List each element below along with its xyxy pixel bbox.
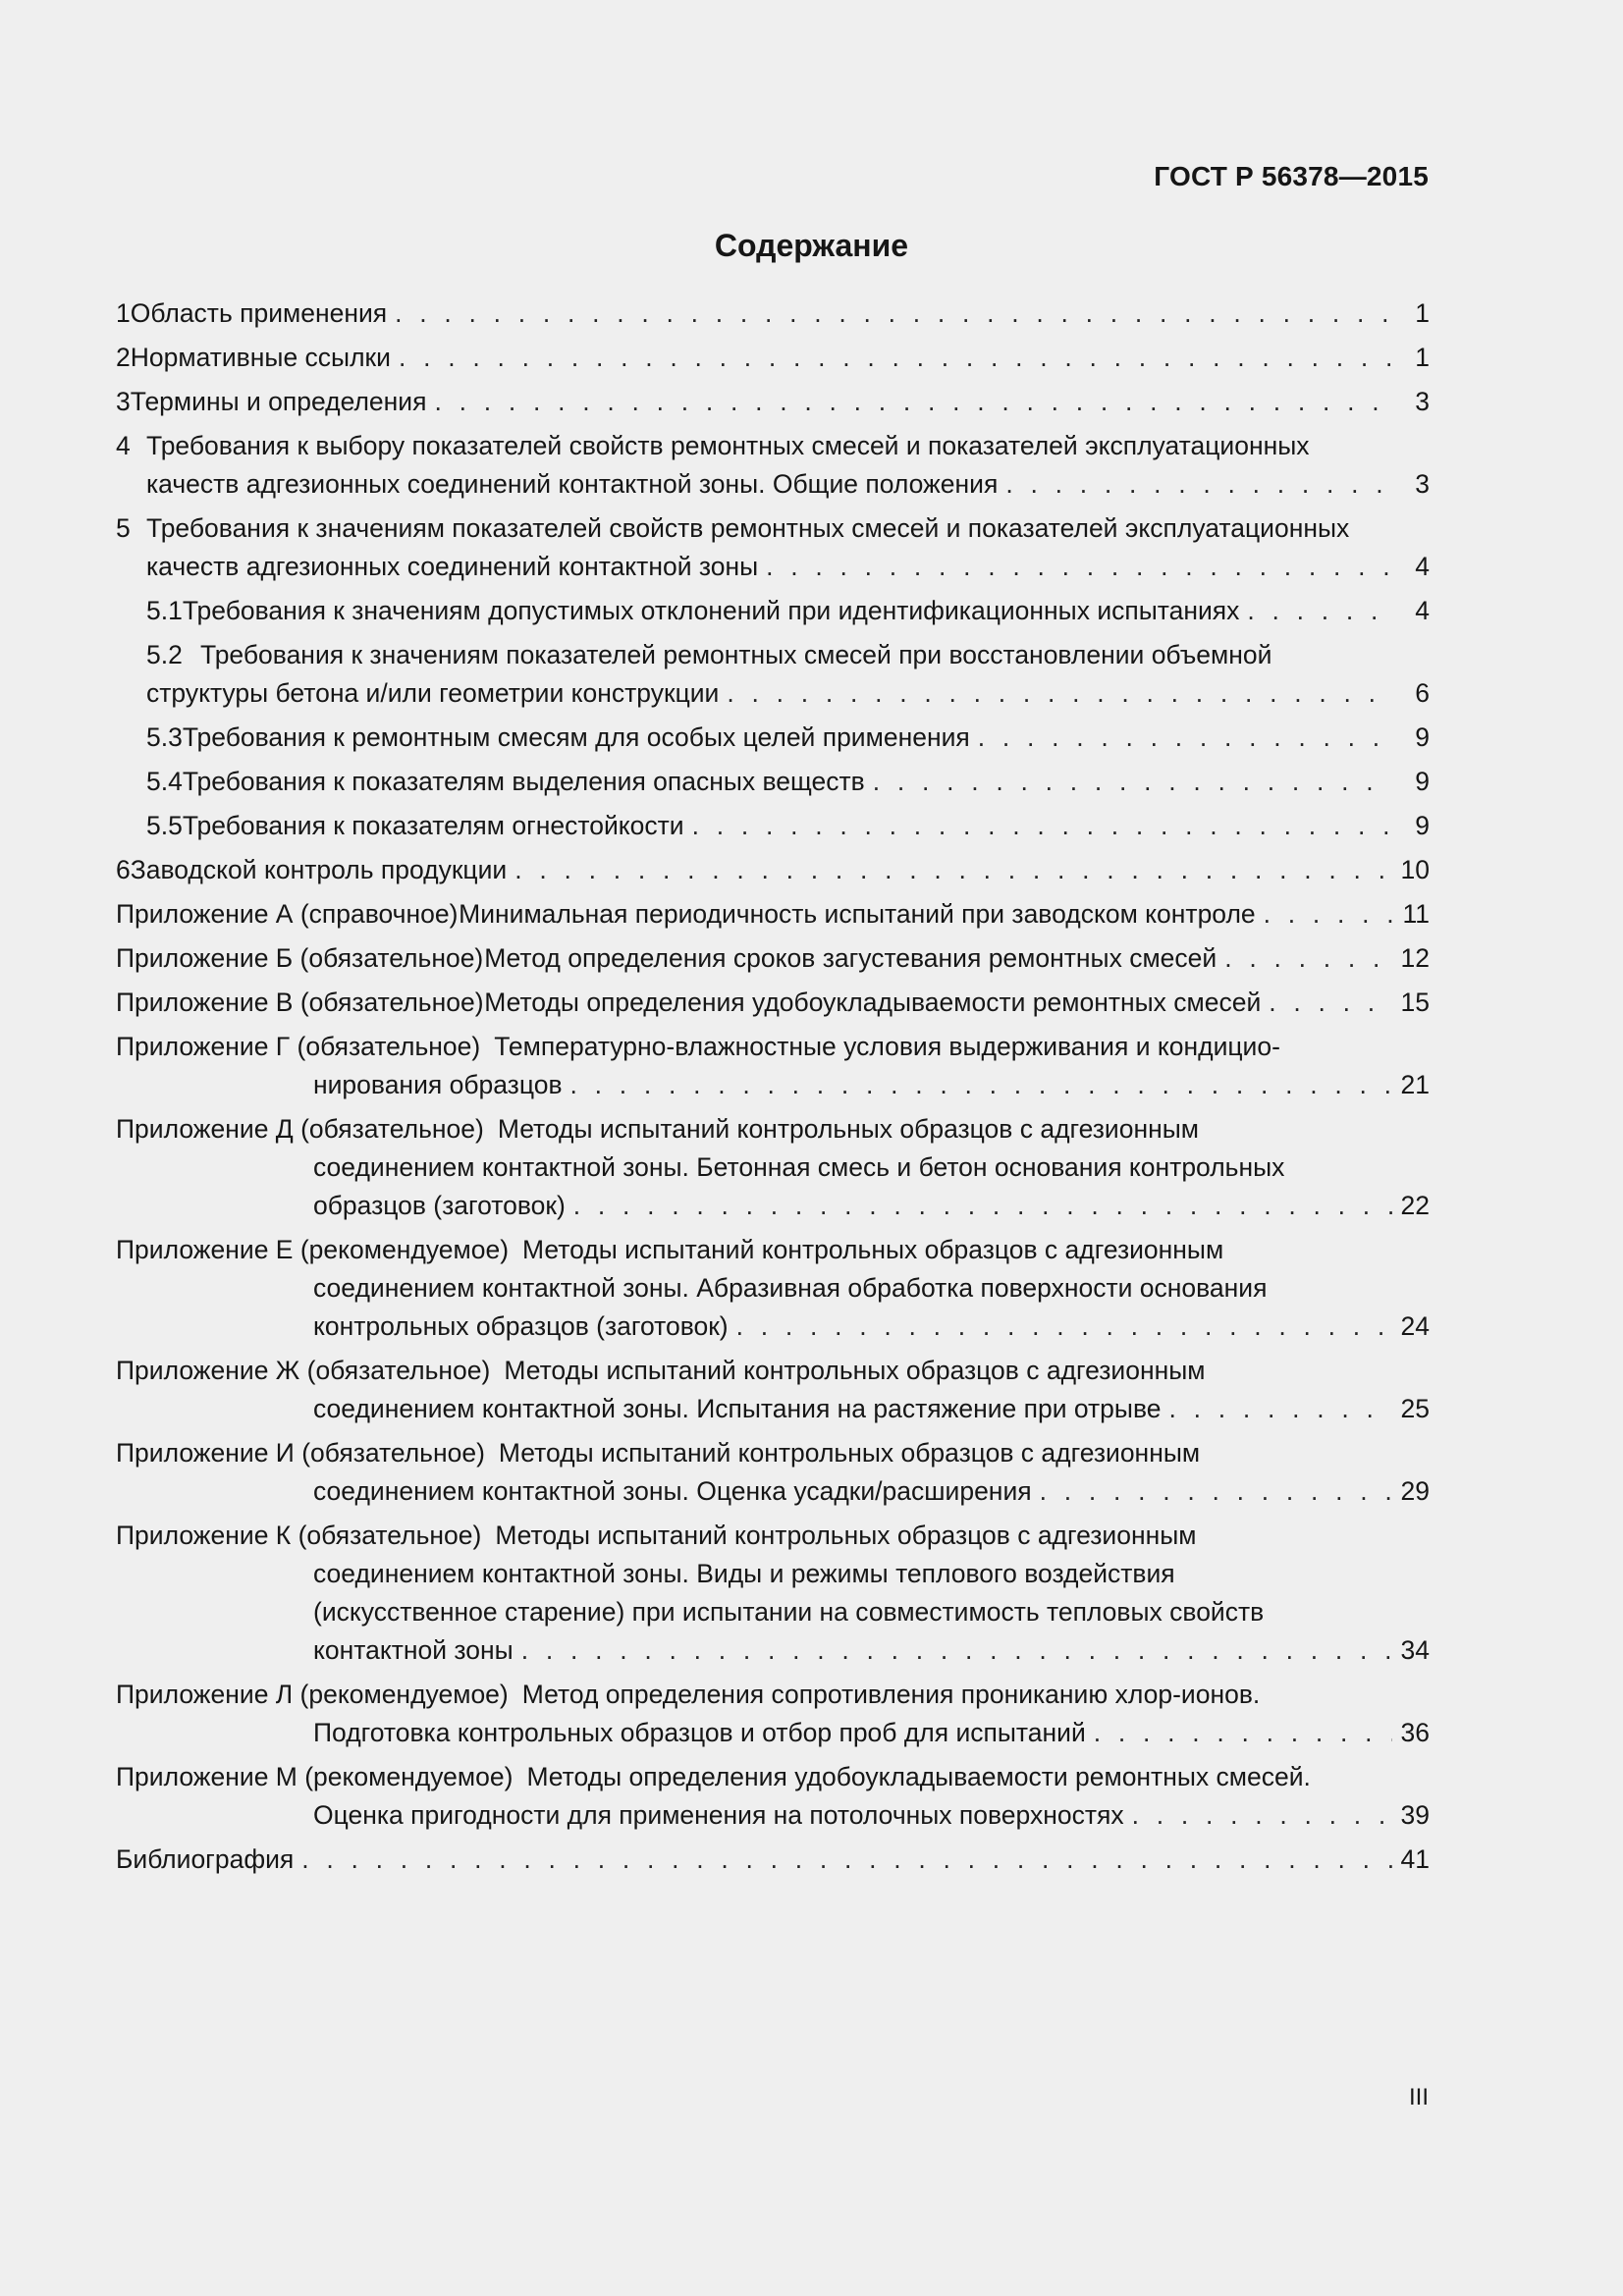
toc-entry-line: [116, 1110, 1430, 1148]
toc-entry[interactable]: [116, 719, 1430, 757]
document-code: ГОСТ Р 56378—2015: [1154, 161, 1429, 191]
toc-entry-text: Оценка пригодности для применения на потолочных поверхностях: [313, 1800, 1124, 1830]
dot-leader: [395, 294, 1392, 333]
dot-leader: [978, 719, 1392, 757]
toc-page-number: 6: [1415, 678, 1430, 708]
toc-page-number: 36: [1400, 1718, 1430, 1747]
toc-entry-text: соединением контактной зоны. Бетонная смесь и бетон основания контрольных: [313, 1152, 1285, 1182]
toc-page-number: 9: [1415, 767, 1430, 796]
toc-entry-text: Методы определения удобоукладываемости ремонтных смесей.: [526, 1762, 1311, 1791]
toc-entry-line: [116, 1148, 1430, 1187]
toc-page-number: 25: [1400, 1394, 1430, 1423]
toc-entry-text: Метод определения сопротивления прониканию хлор-ионов.: [521, 1680, 1261, 1709]
toc-entry-text: контрольных образцов (заготовок): [313, 1311, 729, 1341]
toc-entry-line: [116, 939, 1430, 978]
toc-entry-text: образцов (заготовок): [313, 1191, 566, 1220]
toc-entry-text: Требования к значениям допустимых отклонений при идентификационных испытаниях: [182, 596, 1240, 625]
dot-leader: [1264, 895, 1392, 934]
toc-page-number: 29: [1400, 1476, 1430, 1506]
toc-entry-line: [116, 1269, 1430, 1308]
toc-entry-text: Методы испытаний контрольных образцов с адгезионным: [498, 1438, 1201, 1468]
toc-entry-line: [116, 1472, 1430, 1511]
table-of-contents: [116, 294, 1430, 1879]
toc-page-number: 34: [1400, 1635, 1430, 1665]
toc-entry-line: [116, 1593, 1430, 1631]
toc-entry-label: Приложение Е (рекомендуемое): [116, 1235, 510, 1264]
toc-entry-text: Методы определения удобоукладываемости ремонтных смесей: [484, 988, 1262, 1017]
toc-entry-label: Приложение И (обязательное): [116, 1438, 485, 1468]
toc-page-number: 1: [1415, 343, 1430, 372]
dot-leader: [1040, 1472, 1392, 1511]
toc-page-number: 3: [1415, 387, 1430, 416]
toc-entry[interactable]: [116, 294, 1430, 333]
toc-entry-label: Приложение А (справочное): [116, 899, 459, 929]
toc-page-number: 9: [1415, 811, 1430, 840]
toc-entry-label: Приложение М (рекомендуемое): [116, 1762, 514, 1791]
toc-entry-line: [116, 1517, 1430, 1555]
toc-entry-line: [116, 1028, 1430, 1066]
toc-entry-line: [116, 427, 1430, 465]
toc-entry-text: Подготовка контрольных образцов и отбор проб для испытаний: [313, 1718, 1086, 1747]
dot-leader: [766, 548, 1392, 586]
toc-entry-text: соединением контактной зоны. Виды и режимы теплового воздействия: [313, 1559, 1175, 1588]
toc-entry-text: соединением контактной зоны. Абразивная обработка поверхности основания: [313, 1273, 1268, 1303]
toc-entry-label: Приложение Г (обязательное): [116, 1032, 481, 1061]
toc-entry-text: качеств адгезионных соединений контактной зоны: [146, 552, 759, 581]
toc-entry-text: Минимальная периодичность испытаний при заводском контроле: [459, 899, 1256, 929]
toc-entry[interactable]: [116, 1434, 1430, 1511]
toc-entry-line: [116, 674, 1430, 713]
dot-leader: [434, 383, 1392, 421]
toc-entry-number: 5.2: [146, 640, 183, 669]
toc-page-number: 10: [1400, 855, 1430, 884]
toc-entry-line: [116, 592, 1430, 630]
toc-entry-label: Приложение К (обязательное): [116, 1521, 482, 1550]
toc-entry-text: Требования к показателям огнестойкости: [182, 811, 684, 840]
dot-leader: [1132, 1796, 1392, 1835]
toc-entry-line: [116, 895, 1430, 934]
toc-entry-number: 2: [116, 343, 131, 372]
toc-entry[interactable]: [116, 1028, 1430, 1104]
toc-entry-line: [116, 1676, 1430, 1714]
dot-leader: [521, 1631, 1392, 1670]
toc-entry-line: [116, 1631, 1430, 1670]
dot-leader: [692, 807, 1392, 845]
toc-entry-text: (искусственное старение) при испытании на совместимость тепловых свойств: [313, 1597, 1265, 1627]
toc-page-number: 11: [1402, 899, 1430, 929]
toc-entry-line: [116, 807, 1430, 845]
toc-entry[interactable]: [116, 339, 1430, 377]
toc-entry-line: [116, 1796, 1430, 1835]
toc-entry[interactable]: [116, 763, 1430, 801]
dot-leader: [1247, 592, 1392, 630]
dot-leader: [1094, 1714, 1392, 1752]
dot-leader: [736, 1308, 1392, 1346]
toc-entry-text: соединением контактной зоны. Оценка усадки/расширения: [313, 1476, 1032, 1506]
toc-page-number: 21: [1400, 1070, 1430, 1099]
toc-entry-text: Методы испытаний контрольных образцов с адгезионным: [522, 1235, 1224, 1264]
toc-entry-line: [116, 763, 1430, 801]
toc-entry[interactable]: [116, 1758, 1430, 1835]
toc-entry-line: [116, 465, 1430, 504]
toc-entry-text: Требования к ремонтным смесям для особых целей применения: [182, 722, 970, 752]
toc-entry[interactable]: [116, 984, 1430, 1022]
toc-entry-text: Заводской контроль продукции: [130, 855, 508, 884]
toc-entry-line: [116, 1434, 1430, 1472]
toc-entry-line: [116, 851, 1430, 889]
toc-entry[interactable]: [116, 592, 1430, 630]
toc-entry-text: соединением контактной зоны. Испытания на растяжение при отрыве: [313, 1394, 1162, 1423]
toc-entry-number: 1: [116, 298, 131, 328]
toc-entry-text: структуры бетона и/или геометрии конструкции: [146, 678, 720, 708]
toc-entry-text: Требования к значениям показателей ремонтных смесей при восстановлении объемной: [200, 640, 1272, 669]
toc-page-number: 39: [1400, 1800, 1430, 1830]
toc-page-number: 12: [1400, 943, 1430, 973]
toc-entry[interactable]: [116, 807, 1430, 845]
dot-leader: [727, 674, 1392, 713]
toc-page-number: 4: [1415, 552, 1430, 581]
toc-entry-number: 5.5: [146, 811, 183, 840]
toc-entry-line: [116, 1390, 1430, 1428]
toc-entry-text: нирования образцов: [313, 1070, 563, 1099]
toc-page-number: 41: [1400, 1844, 1430, 1874]
toc-entry-number: 3: [116, 387, 131, 416]
toc-entry-label: Приложение Д (обязательное): [116, 1114, 484, 1144]
toc-entry-line: [116, 1555, 1430, 1593]
dot-leader: [301, 1841, 1392, 1879]
toc-entry[interactable]: [116, 1841, 1430, 1879]
toc-page-number: 9: [1415, 722, 1430, 752]
toc-entry-line: [116, 984, 1430, 1022]
dot-leader: [399, 339, 1392, 377]
toc-entry-line: [116, 1758, 1430, 1796]
toc-entry[interactable]: [116, 636, 1430, 713]
toc-entry-line: [116, 548, 1430, 586]
toc-entry-text: Область применения: [130, 298, 388, 328]
toc-entry-label: Приложение Б (обязательное): [116, 943, 484, 973]
toc-entry-number: 6: [116, 855, 131, 884]
page-number: III: [1408, 2084, 1429, 2110]
toc-entry-line: [116, 1841, 1430, 1879]
toc-page-number: 22: [1400, 1191, 1430, 1220]
toc-entry-line: [116, 1231, 1430, 1269]
toc-entry-text: Требования к выбору показателей свойств ремонтных смесей и показателей эксплуатационных: [146, 431, 1310, 460]
toc-entry-text: Термины и определения: [130, 387, 427, 416]
toc-entry-text: качеств адгезионных соединений контактной зоны. Общие положения: [146, 469, 999, 499]
toc-entry-text: Нормативные ссылки: [130, 343, 391, 372]
toc-entry-line: [116, 719, 1430, 757]
dot-leader: [1005, 465, 1392, 504]
toc-entry-line: [116, 1352, 1430, 1390]
toc-entry-number: 4: [116, 431, 131, 460]
toc-entry[interactable]: [116, 1517, 1430, 1670]
toc-entry-line: [116, 636, 1430, 674]
toc-page-number: 1: [1415, 298, 1430, 328]
dot-leader: [873, 763, 1392, 801]
toc-entry-label: Приложение Ж (обязательное): [116, 1356, 491, 1385]
toc-entry[interactable]: [116, 1231, 1430, 1346]
dot-leader: [1224, 939, 1392, 978]
dot-leader: [1168, 1390, 1392, 1428]
toc-entry-line: [116, 383, 1430, 421]
toc-entry[interactable]: [116, 1676, 1430, 1752]
toc-entry-text: Метод определения сроков загустевания ремонтных смесей: [484, 943, 1217, 973]
toc-page-number: 15: [1400, 988, 1430, 1017]
dot-leader: [514, 851, 1392, 889]
dot-leader: [1269, 984, 1392, 1022]
toc-entry-line: [116, 509, 1430, 548]
toc-entry-text: Требования к показателям выделения опасных веществ: [182, 767, 865, 796]
toc-entry-line: [116, 339, 1430, 377]
toc-entry[interactable]: [116, 1110, 1430, 1225]
toc-entry-label: Библиография: [116, 1844, 295, 1874]
dot-leader: [573, 1187, 1392, 1225]
toc-entry-number: 5.4: [146, 767, 183, 796]
toc-entry-number: 5: [116, 513, 131, 543]
toc-entry[interactable]: [116, 509, 1430, 586]
toc-entry-text: Методы испытаний контрольных образцов с адгезионным: [495, 1521, 1197, 1550]
toc-entry[interactable]: [116, 427, 1430, 504]
toc-entry-line: [116, 1714, 1430, 1752]
page-title: Содержание: [714, 228, 909, 263]
toc-entry-text: Методы испытаний контрольных образцов с адгезионным: [497, 1114, 1199, 1144]
dot-leader: [570, 1066, 1392, 1104]
toc-entry[interactable]: [116, 939, 1430, 978]
toc-entry-number: 5.1: [146, 596, 183, 625]
toc-page-number: 24: [1400, 1311, 1430, 1341]
toc-entry-text: Требования к значениям показателей свойств ремонтных смесей и показателей эксплуатационных: [146, 513, 1350, 543]
toc-entry-line: [116, 294, 1430, 333]
toc-page-number: 3: [1415, 469, 1430, 499]
toc-entry-label: Приложение В (обязательное): [116, 988, 484, 1017]
toc-entry-number: 5.3: [146, 722, 183, 752]
toc-page-number: 4: [1415, 596, 1430, 625]
toc-entry[interactable]: [116, 851, 1430, 889]
toc-entry-line: [116, 1308, 1430, 1346]
toc-entry[interactable]: [116, 383, 1430, 421]
toc-entry-label: Приложение Л (рекомендуемое): [116, 1680, 509, 1709]
toc-entry-text: Методы испытаний контрольных образцов с адгезионным: [504, 1356, 1206, 1385]
toc-entry-text: контактной зоны: [313, 1635, 514, 1665]
toc-entry-line: [116, 1066, 1430, 1104]
toc-entry-line: [116, 1187, 1430, 1225]
toc-entry[interactable]: [116, 895, 1430, 934]
toc-entry-text: Температурно-влажностные условия выдерживания и кондицио-: [494, 1032, 1280, 1061]
toc-entry[interactable]: [116, 1352, 1430, 1428]
